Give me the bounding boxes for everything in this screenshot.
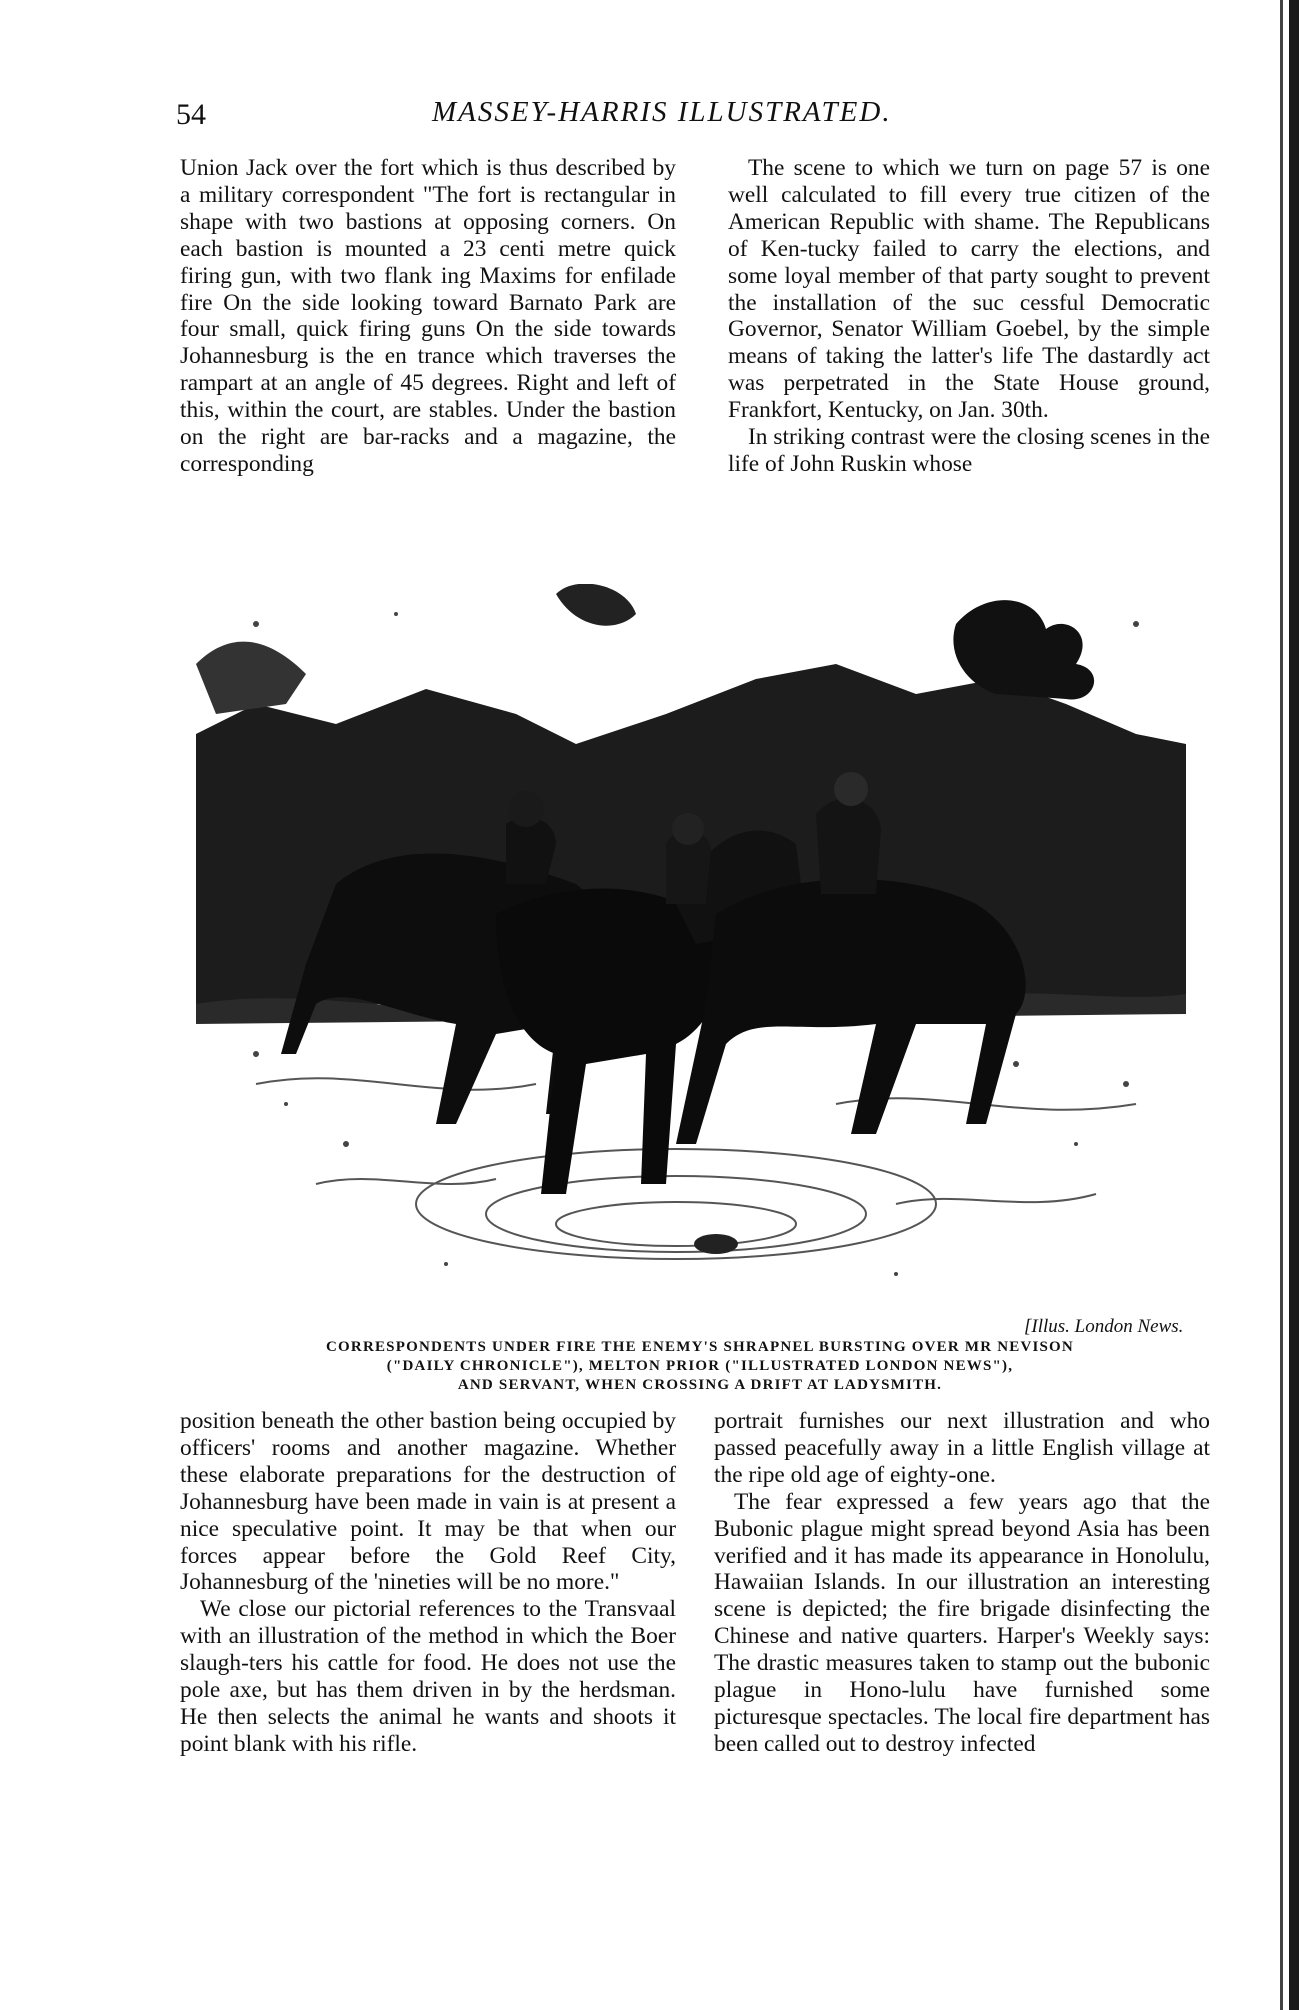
caption-line: CORRESPONDENTS UNDER FIRE THE ENEMY'S SHRAPNEL BURSTING OVER MR NEVISON	[326, 1339, 1074, 1355]
paragraph: The fear expressed a few years ago that the Bubonic plague might spread beyond Asia has been verified and it has made its appearance in Honolulu, Hawaiian Islands. In our illustration an interesting scene is depicted; the fire brigade disinfecting the Chinese and native quarters. Harper's Weekly says: The drastic measures taken to stamp out the bubonic plague in Hono-lulu have furnished some picturesque spectacles. The local fire department has been called out to destroy infected	[714, 1488, 1210, 1757]
paragraph: position beneath the other bastion being occupied by officers' rooms and another magazine. Whether these elaborate preparations for the destruction of Johannesburg have been made in vain is at present a nice speculative point. It may be that when our forces appear before the Gold Reef City, Johannesburg of the 'nineties will be no more."	[180, 1408, 676, 1596]
text-column-bottom-right	[714, 1408, 1210, 1758]
text-column-top-right	[728, 155, 1210, 478]
paragraph: Union Jack over the fort which is thus described by a military correspondent "The fort is rectangular in shape with two bastions at opposing corners. On each bastion is mounted a 23 centi metre quick firing gun, with two flank ing Maxims for enfilade fire On the side looking toward Barnato Park are four small, quick firing guns On the side towards Johannesburg is the en trance which traverses the rampart at an angle of 45 degrees. Right and left of this, within the court, are stables. Under the bastion on the right are bar-racks and a magazine, the corresponding	[180, 155, 676, 477]
illustration-credit: [Illus. London News.	[1024, 1316, 1184, 1337]
page-number: 54	[176, 98, 206, 131]
paragraph: In striking contrast were the closing scenes in the life of John Ruskin whose	[728, 424, 1210, 477]
caption-line: ("DAILY CHRONICLE"), MELTON PRIOR ("ILLUSTRATED LONDON NEWS"),	[386, 1358, 1014, 1374]
text-column-bottom-left	[180, 1408, 676, 1758]
caption-line: AND SERVANT, WHEN CROSSING A DRIFT AT LADYSMITH.	[457, 1377, 943, 1393]
running-title: MASSEY-HARRIS ILLUSTRATED.	[432, 96, 892, 128]
text-column-top-left	[180, 155, 676, 478]
page-edge-shadow	[1289, 0, 1299, 2010]
page-edge-line	[1280, 0, 1283, 2010]
paragraph: We close our pictorial references to the Transvaal with an illustration of the method in which the Boer slaugh-ters his cattle for food. He does not use the pole axe, but has them driven in by the herdsman. He then selects the animal he wants and shoots it point blank with his rifle.	[180, 1596, 676, 1757]
paragraph: The scene to which we turn on page 57 is one well calculated to fill every true citizen of the American Republic with shame. The Republicans of Ken-tucky failed to carry the elections, and some loyal member of that party sought to prevent the installation of the suc cessful Democratic Governor, Senator William Goebel, by the simple means of taking the latter's life The dastardly act was perpetrated in the State House ground, Frankfort, Kentucky, on Jan. 30th.	[728, 155, 1210, 424]
paragraph: portrait furnishes our next illustration and who passed peacefully away in a little English village at the ripe old age of eighty-one.	[714, 1408, 1210, 1488]
illustration-correspondents-under-fire	[196, 584, 1186, 1314]
illustration-caption	[230, 1338, 1170, 1395]
